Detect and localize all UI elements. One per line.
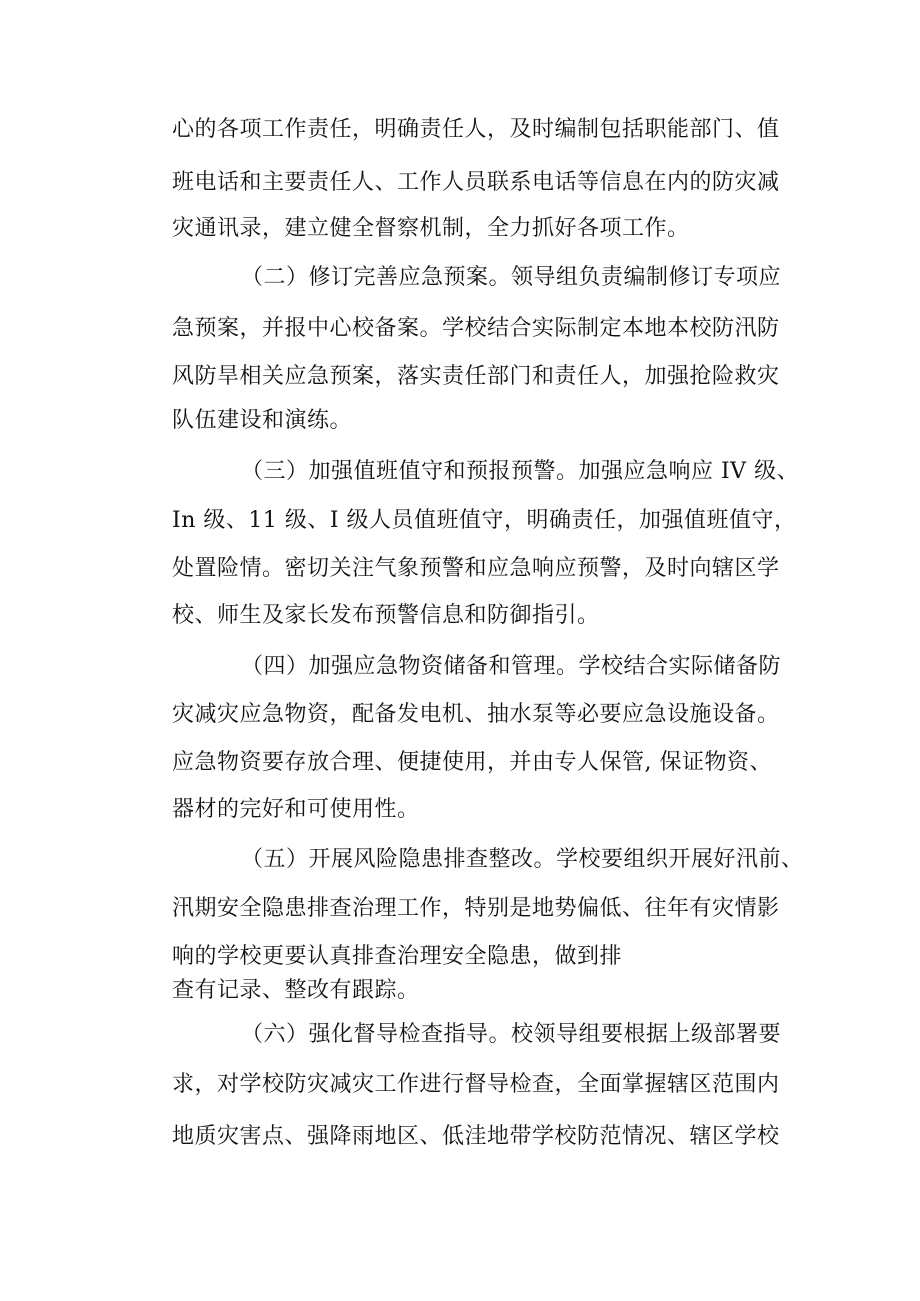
- paragraph-line: 地质灾害点、强降雨地区、低洼地带学校防范情况、辖区学校: [172, 1124, 780, 1149]
- paragraph-line: 校、师生及家长发布预警信息和防御指引。: [172, 603, 600, 628]
- paragraph-line: 响的学校更要认真排查治理安全隐患，做到排: [172, 944, 623, 969]
- section-heading-line: （三）加强值班值守和预报预警。加强应急响应 IV 级、: [241, 459, 800, 484]
- paragraph-line: 应急物资要存放合理、便捷使用，并由专人保管, 保证物资、: [172, 750, 772, 775]
- paragraph-line: 汛期安全隐患排查治理工作，特别是地势偏低、往年有灾情影: [172, 896, 780, 921]
- paragraph-line: 心的各项工作责任，明确责任人，及时编制包括职能部门、值: [172, 117, 780, 142]
- paragraph-line: 班电话和主要责任人、工作人员联系电话等信息在内的防灾减: [172, 170, 780, 195]
- paragraph-line: 灾通讯录，建立健全督察机制，全力抓好各项工作。: [172, 216, 690, 241]
- paragraph-line: 队伍建设和演练。: [172, 408, 353, 433]
- section-heading-line: （四）加强应急物资储备和管理。学校结合实际储备防: [241, 654, 782, 679]
- paragraph-line: 处置险情。密切关注气象预警和应急响应预警，及时向辖区学: [172, 556, 780, 581]
- paragraph-line: 风防旱相关应急预案，落实责任部门和责任人，加强抢险救灾: [172, 364, 780, 389]
- paragraph-line: 急预案，并报中心校备案。学校结合实际制定本地本校防汛防: [172, 316, 780, 341]
- paragraph-line: 器材的完好和可使用性。: [172, 797, 420, 822]
- paragraph-line: 灾减灾应急物资，配备发电机、抽水泵等必要应急设施设备。: [172, 702, 780, 727]
- section-heading-line: （六）强化督导检查指导。校领导组要根据上级部署要: [241, 1022, 782, 1047]
- section-heading-line: （五）开展风险隐患排查整改。学校要组织开展好汛前、: [241, 847, 804, 872]
- paragraph-line: 求，对学校防灾减灾工作进行督导检查，全面掌握辖区范围内: [172, 1072, 780, 1097]
- section-heading-line: （二）修订完善应急预案。领导组负责编制修订专项应: [241, 265, 782, 290]
- paragraph-line: In 级、11 级、I 级人员值班值守，明确责任，加强值班值守，: [172, 508, 797, 533]
- paragraph-line: 查有记录、整改有跟踪。: [172, 978, 420, 1003]
